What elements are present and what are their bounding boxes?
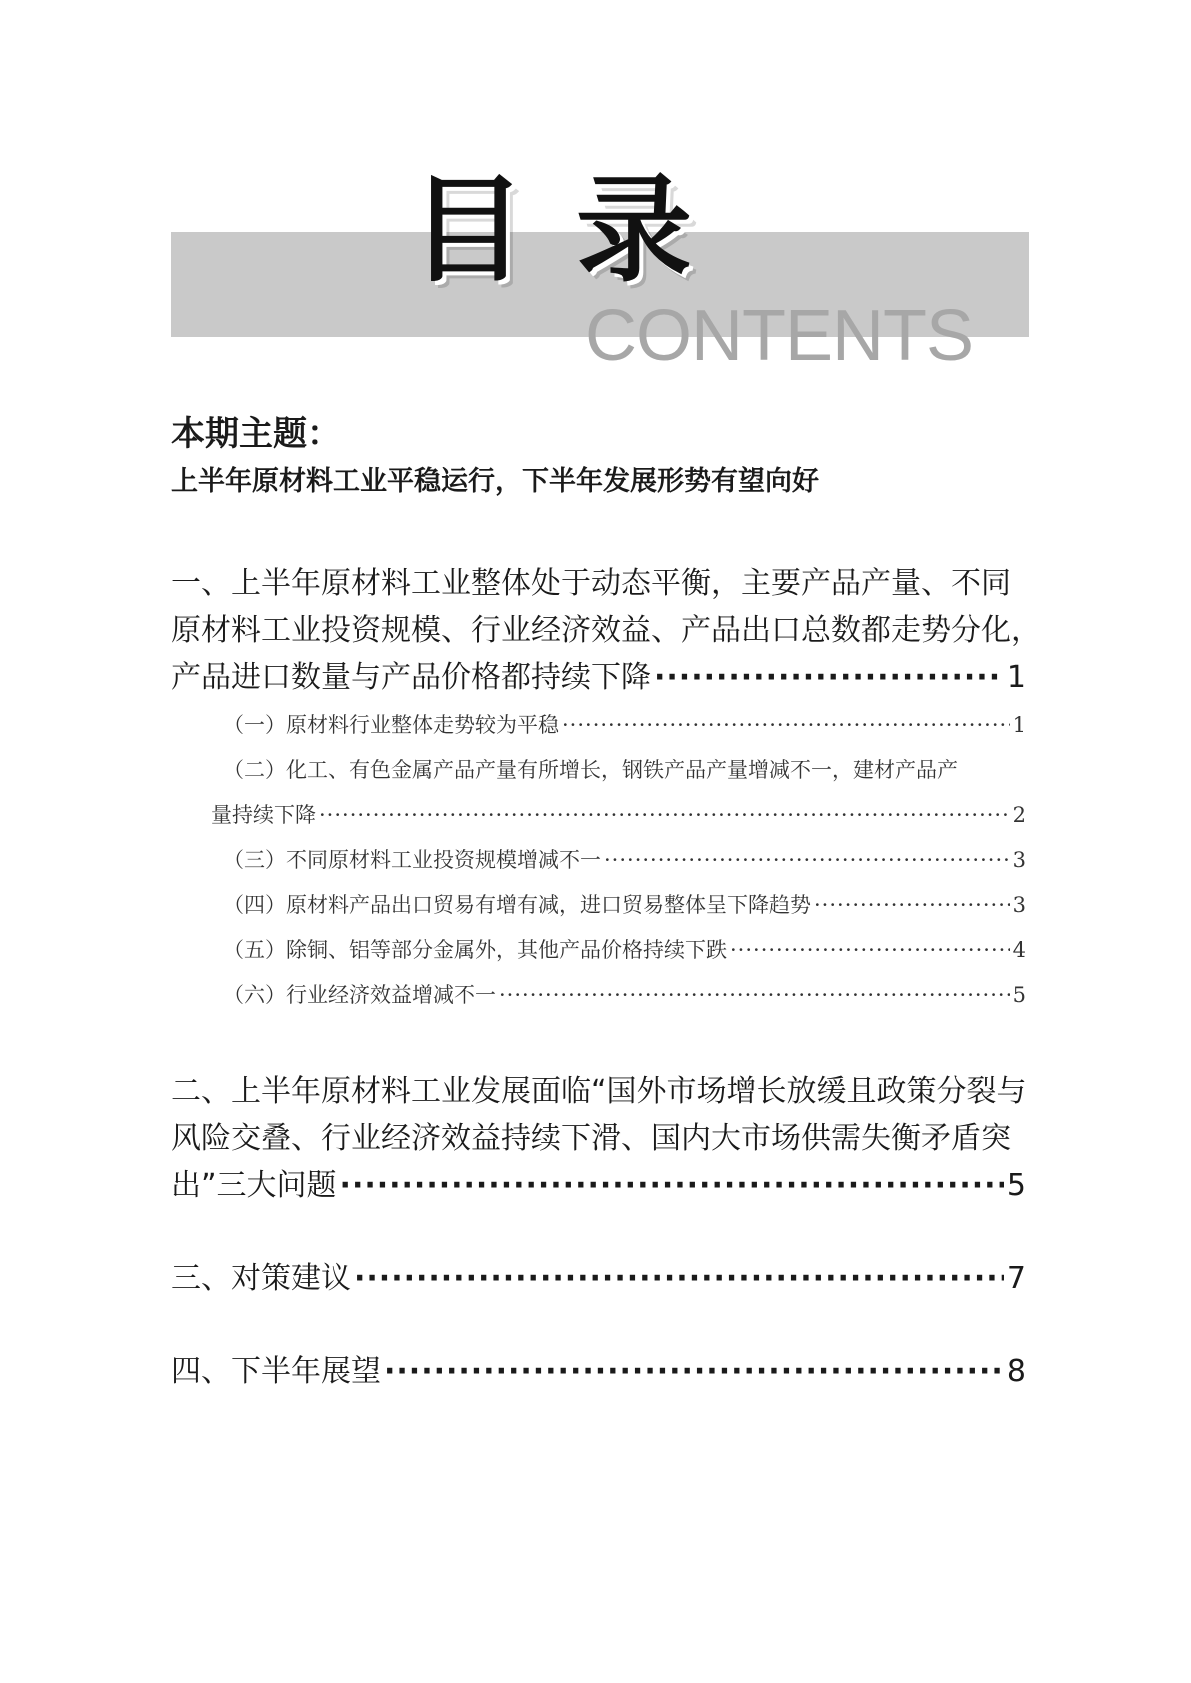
toc-sub-6-page: 5	[1012, 983, 1026, 1007]
toc-sub-2-page: 2	[1012, 803, 1026, 827]
toc-sub-5[interactable]	[223, 928, 1026, 973]
toc-sub-3[interactable]	[223, 838, 1026, 883]
leader-dots	[562, 703, 1010, 748]
toc-section-3[interactable]	[171, 1255, 1026, 1302]
toc-section-1-line-1: 一、上半年原材料工业整体处于动态平衡，主要产品产量、不同	[171, 566, 1011, 601]
leader-dots	[730, 928, 1010, 973]
leader-dots	[604, 838, 1010, 883]
toc-section-1-line-3: 产品进口数量与产品价格都持续下降	[171, 660, 651, 695]
toc-section-2[interactable]	[171, 1068, 1026, 1209]
toc-sub-6[interactable]	[223, 973, 1026, 1018]
toc-sub-1-text: （一）原材料行业整体走势较为平稳	[223, 713, 559, 737]
toc-sub-6-text: （六）行业经济效益增减不一	[223, 983, 496, 1007]
toc-section-2-page: 5	[1006, 1168, 1026, 1203]
toc-section-4-page: 8	[1006, 1354, 1026, 1389]
toc-sub-1-page: 1	[1012, 713, 1026, 737]
leader-dots	[319, 793, 1010, 838]
leader-dots	[354, 1255, 1004, 1302]
theme-label: 本期主题：	[171, 414, 341, 454]
page-title: 目录	[410, 162, 742, 298]
toc-section-1-line-2: 原材料工业投资规模、行业经济效益、产品出口总数都走势分化，	[171, 613, 1041, 648]
toc-sub-5-text: （五）除铜、铝等部分金属外，其他产品价格持续下跌	[223, 938, 727, 962]
toc-section-2-line-2: 风险交叠、行业经济效益持续下滑、国内大市场供需失衡矛盾突	[171, 1121, 1011, 1156]
toc-section-1-page: 1	[1006, 660, 1026, 695]
toc-section-4[interactable]	[171, 1348, 1026, 1395]
toc-sub-3-page: 3	[1012, 848, 1026, 872]
leader-dots	[499, 973, 1010, 1018]
toc-section-1[interactable]	[171, 560, 1041, 701]
leader-dots	[340, 1162, 1004, 1209]
toc-sub-5-page: 4	[1012, 938, 1026, 962]
leader-dots	[654, 654, 1004, 701]
toc-subsections-1	[171, 703, 1026, 1018]
toc-sub-2-line-1: （二）化工、有色金属产品产量有所增长，钢铁产品产量增减不一，建材产品产	[223, 758, 958, 782]
toc-sub-4-text: （四）原材料产品出口贸易有增有减，进口贸易整体呈下降趋势	[223, 893, 811, 917]
leader-dots	[814, 883, 1010, 928]
theme-text: 上半年原材料工业平稳运行，下半年发展形势有望向好	[171, 466, 819, 497]
toc-sub-4[interactable]	[223, 883, 1026, 928]
leader-dots	[384, 1348, 1004, 1395]
toc-section-2-line-1: 二、上半年原材料工业发展面临“国外市场增长放缓且政策分裂与	[171, 1074, 1027, 1109]
toc-section-4-text: 四、下半年展望	[171, 1354, 381, 1389]
toc-sub-4-page: 3	[1012, 893, 1026, 917]
toc-sub-2[interactable]	[211, 748, 1026, 838]
toc-sub-3-text: （三）不同原材料工业投资规模增减不一	[223, 848, 601, 872]
toc-section-3-text: 三、对策建议	[171, 1261, 351, 1296]
toc-sub-1[interactable]	[223, 703, 1026, 748]
toc-section-3-page: 7	[1006, 1261, 1026, 1296]
page-subtitle-english: CONTENTS	[585, 296, 973, 376]
toc-sub-2-line-2: 量持续下降	[211, 803, 316, 827]
toc-section-2-line-3: 出”三大问题	[171, 1168, 337, 1203]
